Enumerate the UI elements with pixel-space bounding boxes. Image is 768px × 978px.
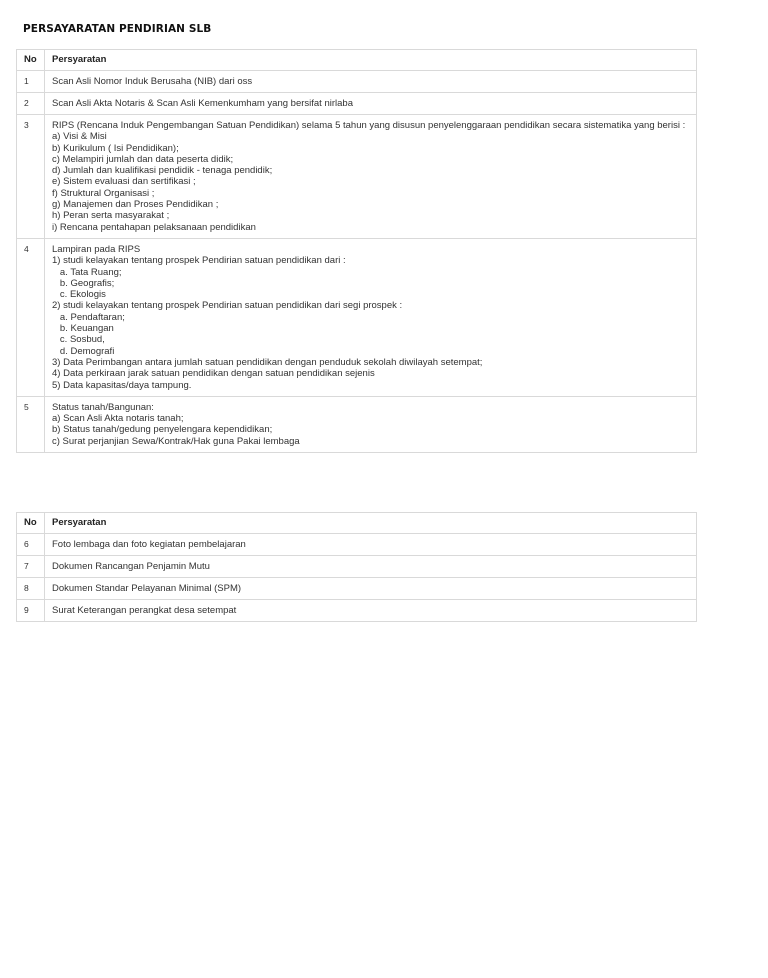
table-row <box>17 534 697 556</box>
requirement-line: 5) Data kapasitas/daya tampung. <box>52 379 192 391</box>
row-number: 6 <box>17 534 45 556</box>
requirement-line: a) Scan Asli Akta notaris tanah; <box>52 413 184 425</box>
column-header-no: No <box>17 513 45 534</box>
requirement-line: 3) Data Perimbangan antara jumlah satuan pendidikan dengan penduduk sekolah diwilayah setempat; <box>52 356 483 368</box>
row-number: 8 <box>17 578 45 600</box>
table-row <box>17 71 697 93</box>
requirement-line: b. Geografis; <box>52 277 115 289</box>
requirement-line: d) Jumlah dan kualifikasi pendidik - tenaga pendidik; <box>52 165 273 177</box>
row-number: 2 <box>17 93 45 115</box>
row-number: 1 <box>17 71 45 93</box>
requirement-line: 2) studi kelayakan tentang prospek Pendirian satuan pendidikan dari segi prospek : <box>52 300 403 312</box>
table-header-row <box>17 50 697 71</box>
requirements-table-2 <box>16 512 697 622</box>
column-header-requirement: Persyaratan <box>45 513 697 534</box>
requirement-cell <box>45 396 697 452</box>
table-body <box>17 534 697 622</box>
requirement-line: c. Ekologis <box>52 289 106 301</box>
requirement-cell <box>45 556 697 578</box>
requirement-line: Lampiran pada RIPS <box>52 243 141 255</box>
requirement-line: h) Peran serta masyarakat ; <box>52 210 170 222</box>
column-header-no: No <box>17 50 45 71</box>
requirement-line: f) Struktural Organisasi ; <box>52 187 155 199</box>
table-row <box>17 578 697 600</box>
column-header-requirement: Persyaratan <box>45 50 697 71</box>
requirement-line: Dokumen Standar Pelayanan Minimal (SPM) <box>52 582 242 594</box>
table-row <box>17 600 697 622</box>
requirement-line: a. Pendaftaran; <box>52 311 125 323</box>
requirement-cell <box>45 115 697 239</box>
document-title: PERSAYARATAN PENDIRIAN SLB <box>23 23 212 35</box>
table-row <box>17 238 697 396</box>
requirement-cell <box>45 238 697 396</box>
requirement-cell <box>45 71 697 93</box>
requirement-line: 4) Data perkiraan jarak satuan pendidikan dengan satuan pendidikan sejenis <box>52 368 375 380</box>
row-number: 4 <box>17 238 45 396</box>
row-number: 7 <box>17 556 45 578</box>
requirement-line: c. Sosbud, <box>52 334 105 346</box>
requirement-cell <box>45 600 697 622</box>
table-row <box>17 556 697 578</box>
requirement-line: g) Manajemen dan Proses Pendidikan ; <box>52 199 219 211</box>
requirement-line: a) Visi & Misi <box>52 131 107 143</box>
requirements-table-1 <box>16 49 697 453</box>
table-header-row <box>17 513 697 534</box>
requirement-line: i) Rencana pentahapan pelaksanaan pendidikan <box>52 221 256 233</box>
requirement-line: Scan Asli Nomor Induk Berusaha (NIB) dari oss <box>52 75 253 87</box>
requirement-line: c) Melampiri jumlah dan data peserta didik; <box>52 153 234 165</box>
requirement-cell <box>45 578 697 600</box>
requirement-line: Status tanah/Bangunan: <box>52 401 154 413</box>
requirement-line: Foto lembaga dan foto kegiatan pembelajaran <box>52 538 246 550</box>
requirement-cell <box>45 93 697 115</box>
row-number: 5 <box>17 396 45 452</box>
requirement-cell <box>45 534 697 556</box>
table-row <box>17 396 697 452</box>
table-row <box>17 93 697 115</box>
requirement-line: Surat Keterangan perangkat desa setempat <box>52 604 237 616</box>
row-number: 9 <box>17 600 45 622</box>
requirement-line: 1) studi kelayakan tentang prospek Pendirian satuan pendidikan dari : <box>52 255 346 267</box>
requirement-line: a. Tata Ruang; <box>52 266 122 278</box>
requirement-line: b) Kurikulum ( Isi Pendidikan); <box>52 142 179 154</box>
requirement-line: b) Status tanah/gedung penyelengara kependidikan; <box>52 424 273 436</box>
table-body <box>17 71 697 453</box>
requirement-line: Dokumen Rancangan Penjamin Mutu <box>52 560 210 572</box>
table-row <box>17 115 697 239</box>
requirement-line: d. Demografi <box>52 345 115 357</box>
requirement-line: RIPS (Rencana Induk Pengembangan Satuan Pendidikan) selama 5 tahun yang disusun penyelenggaraan pendidikan secara sistematika yang berisi : <box>52 120 686 131</box>
row-number: 3 <box>17 115 45 239</box>
requirement-line: c) Surat perjanjian Sewa/Kontrak/Hak guna Pakai lembaga <box>52 435 300 447</box>
requirement-line: b. Keuangan <box>52 323 114 335</box>
requirement-line: e) Sistem evaluasi dan sertifikasi ; <box>52 176 196 188</box>
requirement-line: Scan Asli Akta Notaris & Scan Asli Kemenkumham yang bersifat nirlaba <box>52 97 353 109</box>
